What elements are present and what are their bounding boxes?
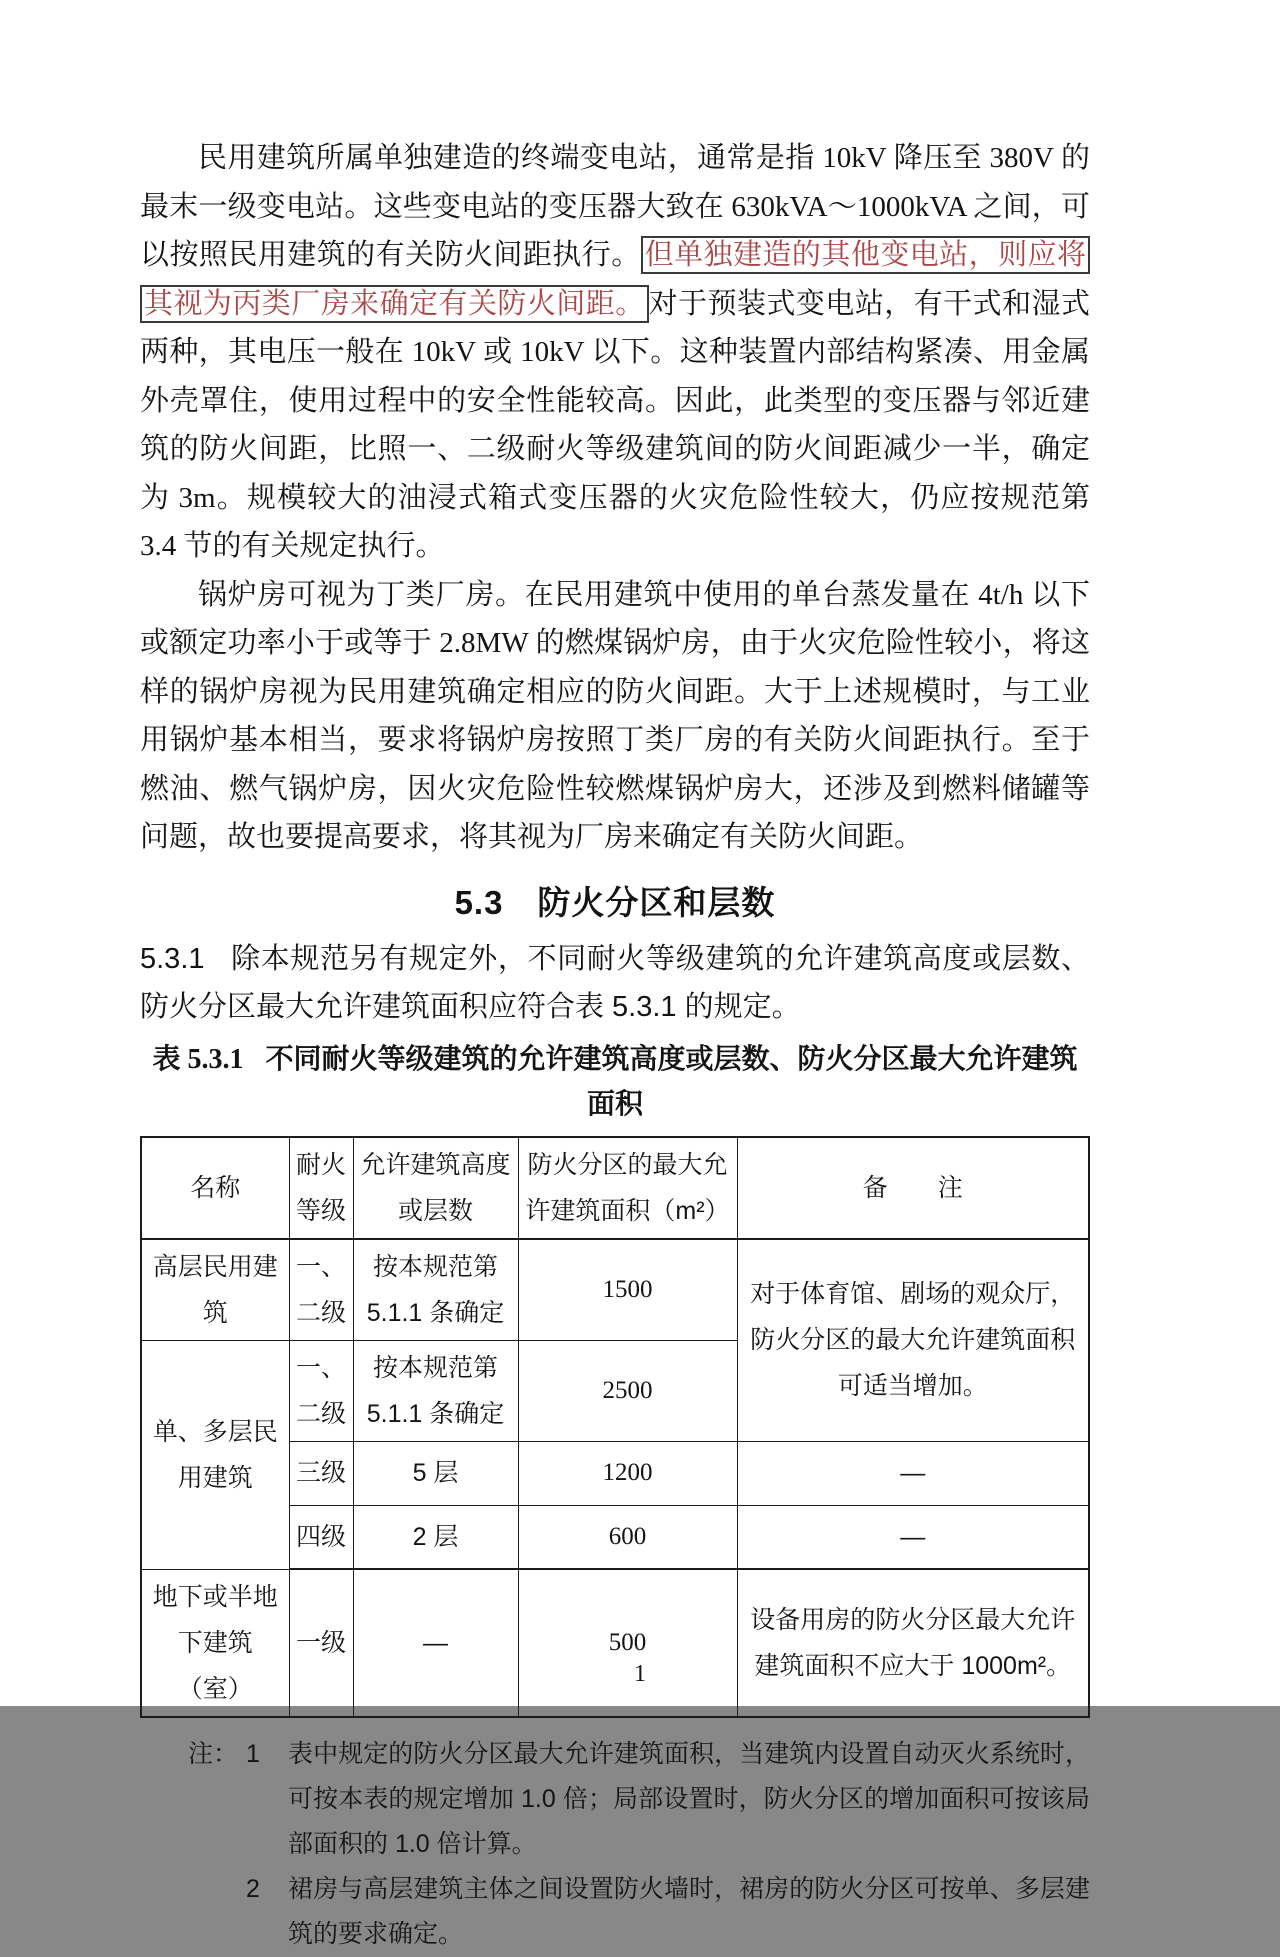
cell-area: 600 [518, 1505, 737, 1569]
header-remark: 备 注 [737, 1137, 1089, 1239]
note-text: 裙房与高层建筑主体之间设置防火墙时，裙房的防火分区可按单、多层建筑的要求确定。 [288, 1874, 1090, 1948]
cell-grade: 三级 [289, 1441, 353, 1505]
table-row [141, 1569, 1089, 1717]
table-notes [140, 1732, 1090, 1957]
cell-height: 按本规范第 5.1.1 条确定 [353, 1239, 518, 1341]
cell-grade: 一、二级 [289, 1340, 353, 1441]
cell-grade: 一、二级 [289, 1239, 353, 1341]
header-fire-grade: 耐火等级 [289, 1137, 353, 1239]
clause-text: 除本规范另有规定外，不同耐火等级建筑的允许建筑高度或层数、防火分区最大允许建筑面积应符合表 5.3.1 的规定。 [140, 942, 1090, 1023]
note-item-2 [140, 1867, 1090, 1957]
paragraph-substation [140, 134, 1090, 571]
cell-area: 1500 [518, 1239, 737, 1341]
cell-height: — [353, 1569, 518, 1717]
cell-grade: 一级 [289, 1569, 353, 1717]
cell-remark-equipment: 设备用房的防火分区最大允许建筑面积不应大于 1000m²。 [737, 1569, 1089, 1717]
paragraph-substation-lead: 民用建筑所属单独建造的终端变电站，通常是指 10kV 降压至 380V 的最末一级变电站。这些变电站的变压器大致在 630kVA～1000kVA 之间，可以按照民用建筑的有关防火间距执行。 [140, 142, 1090, 271]
cell-name-highrise: 高层民用建筑 [141, 1239, 289, 1341]
paragraph-boiler-room: 锅炉房可视为丁类厂房。在民用建筑中使用的单台蒸发量在 4t/h 以下或额定功率小于或等于 2.8MW 的燃煤锅炉房，由于火灾危险性较小，将这样的锅炉房视为民用建筑确定相应的防火间距。大于上述规模时，与工业用锅炉基本相当，要求将锅炉房按照丁类厂房的有关防火间距执行。至于燃油、燃气锅炉房，因火灾危险性较燃煤锅炉房大，还涉及到燃料储罐等问题，故也要提高要求，将其视为厂房来确定有关防火间距。 [140, 578, 1090, 853]
highlighted-red-text: 但单独建造的其他变电站，则应将其视为丙类厂房来确定有关防火间距。 [140, 236, 1090, 323]
header-max-area: 防火分区的最大允许建筑面积（m²） [518, 1137, 737, 1239]
cell-height: 5 层 [353, 1441, 518, 1505]
cell-remark-dash: — [737, 1441, 1089, 1505]
page-number: 1 [634, 1661, 646, 1687]
table-title-number: 表 5.3.1 [152, 1043, 244, 1075]
cell-grade: 四级 [289, 1505, 353, 1569]
note-number: 2 [246, 1874, 260, 1903]
cell-height: 2 层 [353, 1505, 518, 1569]
header-name: 名称 [141, 1137, 289, 1239]
paragraph-substation-rest: 对于预装式变电站，有干式和湿式两种，其电压一般在 10kV 或 10kV 以下。这种装置内部结构紧凑、用金属外壳罩住，使用过程中的安全性能较高。因此，此类型的变压器与邻近建筑的防火间距，比照一、二级耐火等级建筑间的防火间距减少一半，确定为 3m。规模较大的油浸式箱式变压器的火灾危险性较大，仍应按规范第 3.4 节的有关规定执行。 [140, 287, 1090, 562]
note-label: 注： [188, 1739, 239, 1768]
table-title [140, 1037, 1090, 1126]
cell-height: 按本规范第 5.1.1 条确定 [353, 1340, 518, 1441]
table-5-3-1 [140, 1136, 1090, 1718]
clause-number: 5.3.1 [140, 942, 205, 975]
cell-name-basement: 地下或半地下建筑（室） [141, 1569, 289, 1717]
note-text: 表中规定的防火分区最大允许建筑面积，当建筑内设置自动灭火系统时，可按本表的规定增加 1.0 倍；局部设置时，防火分区的增加面积可按该局部面积的 1.0 倍计算。 [288, 1739, 1090, 1858]
cell-name-multistorey: 单、多层民用建筑 [141, 1340, 289, 1569]
cell-area: 500 [518, 1569, 737, 1717]
table-row [141, 1239, 1089, 1341]
cell-area: 1200 [518, 1441, 737, 1505]
clause-5-3-1 [140, 935, 1090, 1032]
header-allowed-height: 允许建筑高度或层数 [353, 1137, 518, 1239]
cell-remark-dash: — [737, 1505, 1089, 1569]
note-number: 1 [246, 1739, 260, 1768]
table-header-row [141, 1137, 1089, 1239]
cell-area: 2500 [518, 1340, 737, 1441]
cell-remark-theatre: 对于体育馆、剧场的观众厅，防火分区的最大允许建筑面积可适当增加。 [737, 1239, 1089, 1442]
note-item-1 [140, 1732, 1090, 1867]
table-title-text: 不同耐火等级建筑的允许建筑高度或层数、防火分区最大允许建筑面积 [265, 1042, 1078, 1119]
section-heading: 5.3 防火分区和层数 [454, 883, 776, 921]
